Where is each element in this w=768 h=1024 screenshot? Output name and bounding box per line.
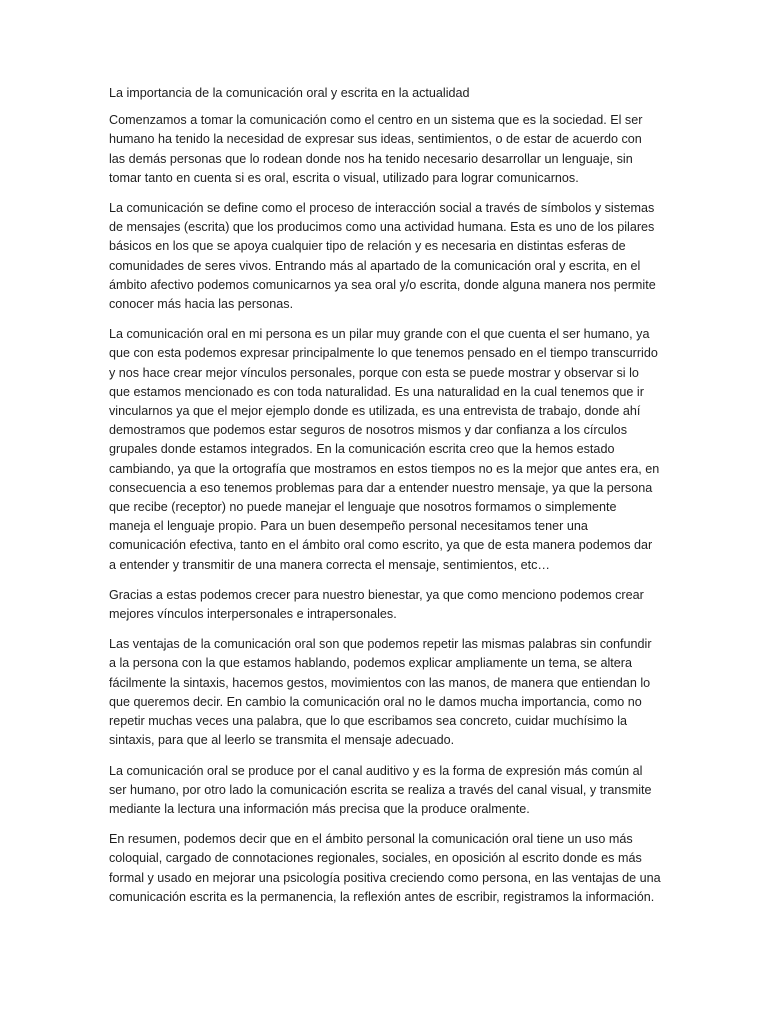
paragraph-3: La comunicación oral en mi persona es un pilar muy grande con el que cuenta el ser humano, ya que con esta podemos expresar principalmente lo que tenemos pensado en el tiempo transcurrido y nos hace crear mejor vínculos personales, porque con esta se puede mostrar y observar si lo que estamos mencionado es con toda naturalidad. Es una naturalidad en la cual tenemos que ir vincularnos ya que el mejor ejemplo donde es utilizada, es una entrevista de trabajo, donde ahí demostramos que podemos estar seguros de nosotros mismos y dar confianza a los círculos grupales donde estamos integrados. En la comunicación escrita creo que la hemos estado cambiando, ya que la ortografía que mostramos en estos tiempos no es la mejor que antes era, en consecuencia a eso tenemos problemas para dar a entender nuestro mensaje, ya que la persona que recibe (receptor) no puede manejar el lenguaje que nosotros formamos o simplemente maneja el lenguaje propio. Para un buen desempeño personal necesitamos tener una comunicación efectiva, tanto en el ámbito oral como escrito, ya que de esta manera podemos dar a entender y transmitir de una manera correcta el mensaje, sentimientos, etc… <box>109 327 660 572</box>
paragraph-7: En resumen, podemos decir que en el ámbito personal la comunicación oral tiene un uso más coloquial, cargado de connotaciones regionales, sociales, en oposición al escrito donde es más formal y usado en mejorar una psicología positiva creciendo como persona, en las ventajas de una comunicación escrita es la permanencia, la reflexión antes de escribir, registramos la información. <box>109 832 661 904</box>
paragraph-5: Las ventajas de la comunicación oral son que podemos repetir las mismas palabras sin confundir a la persona con la que estamos hablando, podemos explicar ampliamente un tema, se altera fácilmente la sintaxis, hacemos gestos, movimientos con las manos, de manera que entiendan lo que queremos decir. En cambio la comunicación oral no le damos mucha importancia, como no repetir muchas veces una palabra, que lo que escribamos sea concreto, cuidar muchísimo la sintaxis, para que al leerlo se transmita el mensaje adecuado. <box>109 637 652 748</box>
paragraph-6: La comunicación oral se produce por el canal auditivo y es la forma de expresión más común al ser humano, por otro lado la comunicación escrita se realiza a través del canal visual, y transmite mediante la lectura una información más precisa que la produce oralmente. <box>109 763 652 816</box>
paragraph-1: Comenzamos a tomar la comunicación como el centro en un sistema que es la sociedad. El ser humano ha tenido la necesidad de expresar sus ideas, sentimientos, o de estar de acuerdo con las demás personas que lo rodean donde nos ha tenido necesario desarrollar un lenguaje, sin tomar tanto en cuenta si es oral, escrita o visual, utilizado para lograr comunicarnos. <box>109 113 643 185</box>
paragraph-4: Gracias a estas podemos crecer para nuestro bienestar, ya que como menciono podemos crear mejores vínculos interpersonales e intrapersonales. <box>109 587 644 622</box>
paragraph-2: La comunicación se define como el proceso de interacción social a través de símbolos y sistemas de mensajes (escrita) que los producimos como una actividad humana. Esta es uno de los pilares básicos en los que se apoya cualquier tipo de relación y es necesaria en distintas esferas de comunidades de seres vivos. Entrando más al apartado de la comunicación oral y escrita, en el ámbito afectivo podemos comunicarnos ya sea oral y/o escrita, donde alguna manera nos permite conocer más hacia las personas. <box>109 201 656 312</box>
document-body <box>109 84 661 918</box>
document-title: La importancia de la comunicación oral y escrita en la actualidad <box>109 86 470 100</box>
